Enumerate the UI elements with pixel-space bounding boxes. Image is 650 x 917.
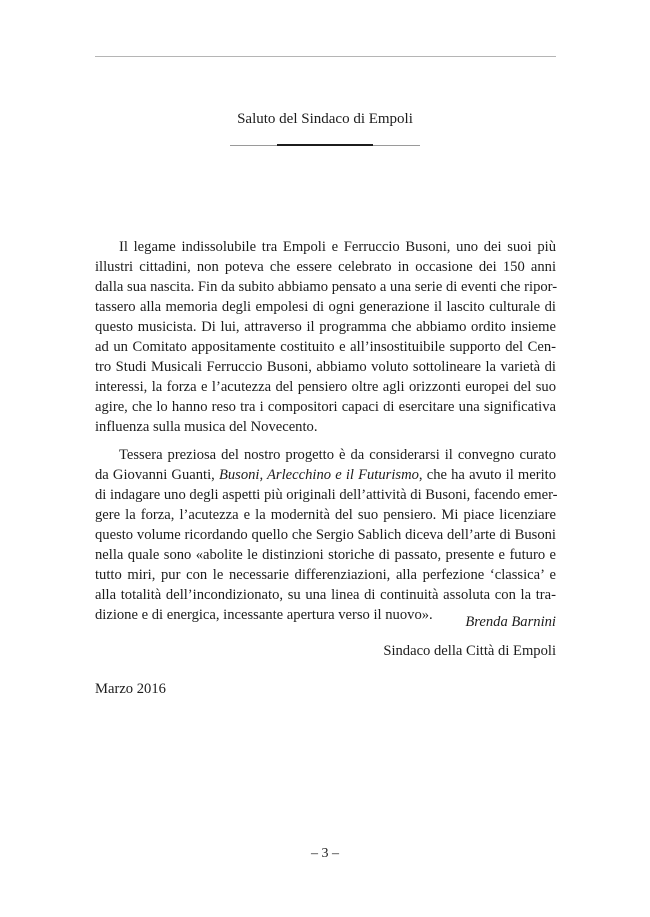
text-line: ad un Comitato appositamente costituito e all’insostituibile supporto del Cen- <box>95 339 556 355</box>
text-line: di indagare uno degli aspetti più originali dell’attività di Busoni, facendo emer- <box>95 487 558 503</box>
text-line: dalla sua nascita. Fin da subito abbiamo pensato a una serie di eventi che ripor- <box>95 279 558 295</box>
text-line: nella quale sono «abolite le distinzioni storiche di passato, presente e futuro e <box>95 547 556 563</box>
text-line: agire, che lo hanno reso tra i compositori capaci di esercitare una significativa <box>95 399 556 415</box>
text-line: influenza sulla musica del Novecento. <box>95 419 318 435</box>
text-segment: da Giovanni Guanti, <box>95 467 219 483</box>
header-rule <box>95 56 556 57</box>
text-line-with-title <box>95 465 556 485</box>
ornament-thick-line <box>277 144 373 146</box>
text-line: Tessera preziosa del nostro progetto è da considerarsi il convegno curato <box>119 447 556 463</box>
book-title: Busoni, Arlecchino e il Futurismo <box>218 467 419 483</box>
text-line: alla totalità dell’incondizionato, su una linea di continuità assoluta con la tra- <box>95 587 556 603</box>
body-text <box>95 237 556 625</box>
text-line: gere la forza, l’acutezza e la modernità del suo pensiero. Mi piace licenziare <box>95 507 556 523</box>
text-line: questo volume ricordando quello che Sergio Sablich diceva dell’arte di Busoni <box>95 527 556 543</box>
paragraph-2 <box>95 445 556 625</box>
text-line: questo musicista. Di lui, attraverso il programma che abbiamo ordito insieme <box>95 319 556 335</box>
text-line: dizione e di energica, incessante apertura verso il nuovo». <box>95 607 433 623</box>
text-line: interessi, la forza e l’acutezza del pensiero oltre agli orizzonti europei del suo <box>95 379 556 395</box>
text-line: illustri cittadini, non poteva che essere celebrato in occasione dei 150 anni <box>95 259 556 275</box>
text-line: tro Studi Musicali Ferruccio Busoni, abbiamo voluto sottolineare la varietà di <box>95 359 556 375</box>
text-line: tutto miri, pur con le necessarie differenziazioni, alla perfezione ‘classica’ e <box>95 567 556 583</box>
page-number: – 3 – <box>311 846 339 861</box>
page-title: Saluto del Sindaco di Empoli <box>237 111 413 127</box>
title-ornament <box>230 144 420 148</box>
text-segment: , che ha avuto il merito <box>418 467 557 483</box>
signature-role: Sindaco della Città di Empoli <box>383 643 556 659</box>
signature-name: Brenda Barnini <box>465 614 556 630</box>
text-line: tassero alla memoria degli empolesi di ogni generazione il lascito culturale di <box>95 299 556 315</box>
text-line: Il legame indissolubile tra Empoli e Ferruccio Busoni, uno dei suoi più <box>119 239 556 255</box>
paragraph-1 <box>95 237 556 437</box>
document-date: Marzo 2016 <box>95 681 166 697</box>
